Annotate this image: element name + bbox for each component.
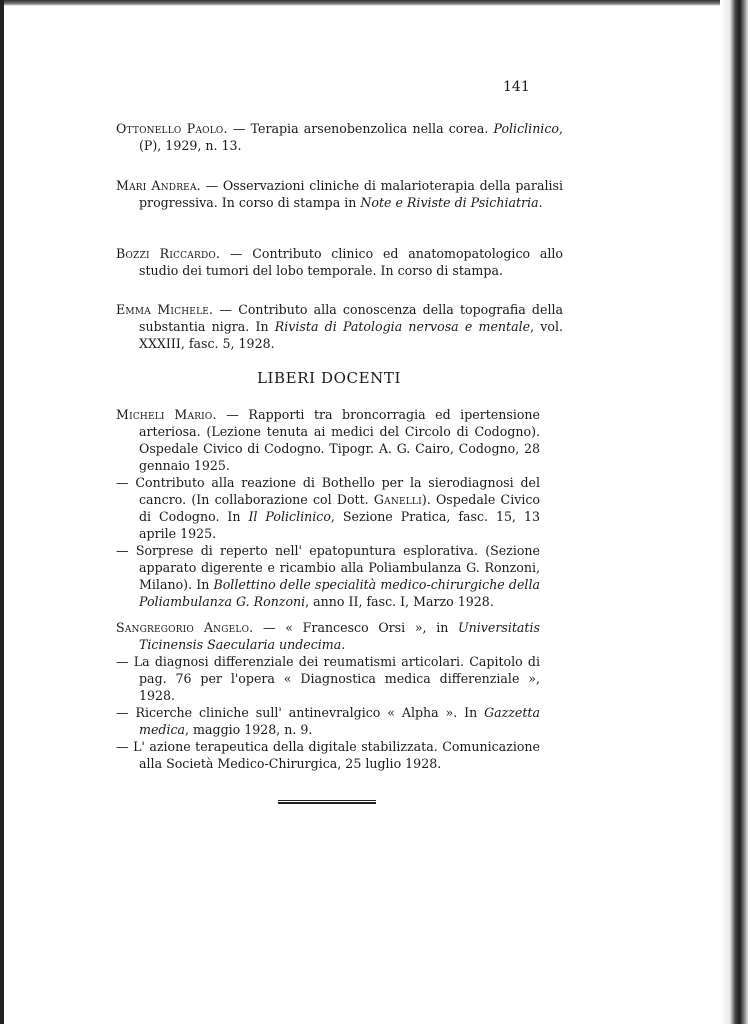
section-heading: LIBERI DOCENTI (256, 369, 402, 387)
page-number: 141 (503, 79, 530, 95)
author-name: Mari Andrea. (116, 178, 201, 193)
end-ornament-rule (278, 800, 376, 806)
bibliography-entry: Mari Andrea. — Osservazioni cliniche di malarioterapia della paralisi progressiva. In corso di stampa in Note e Riviste di Psichiatria. (116, 178, 563, 210)
bibliography-entry: Ottonello Paolo. — Terapia arsenobenzolica nella corea. Policlinico, (P), 1929, n. 13. (116, 121, 563, 153)
author-name: Ottonello Paolo. (116, 121, 228, 136)
bibliography-entry: Sangregorio Angelo. — « Francesco Orsi », in Universitatis Ticinensis Saecularia undecima. — La diagnosi differenziale dei reumatismi articolari. Capitolo di pag. 76 per l'opera « Diagnostica medica differenziale », 1928. — Ricerche cliniche sull' antinevralgico « Alpha ». In Gazzetta medica, maggio 1928, n. 9. — L' azione terapeutica della digitale stabilizzata. Comunicazione alla Società Medico-Chirurgica, 25 luglio 1928. (116, 620, 540, 771)
author-name: Micheli Mario. (116, 407, 217, 422)
bibliography-entry: Emma Michele. — Contributo alla conoscenza della topografia della substantia nigra. In Rivista di Patologia nervosa e mentale, vol. XXXIII, fasc. 5, 1928. (116, 302, 564, 351)
bibliography-entry: Bozzi Riccardo. — Contributo clinico ed anatomopatologico allo studio dei tumori del lobo temporale. In corso di stampa. (116, 246, 563, 278)
scan-top-edge (0, 0, 748, 6)
author-name: Bozzi Riccardo. (116, 246, 221, 261)
scan-right-binding (720, 0, 748, 1024)
bibliography-entry: Micheli Mario. — Rapporti tra broncorragia ed ipertensione arteriosa. (Lezione tenuta ai medici del Circolo di Codogno). Ospedale Civico di Codogno. Tipogr. A. G. Cairo, Codogno, 28 gennaio 1925. — Contributo alla reazione di Bothello per la sierodiagnosi del cancro. (In collaborazione col Dott. Ganelli). Ospedale Civico di Codogno. In Il Policlinico, Sezione Pratica, fasc. 15, 13 aprile 1925. — Sorprese di reperto nell' epatopuntura esplorativa. (Sezione apparato digerente e ricambio alla Poliambulanza G. Ronzoni, Milano). In Bollettino delle specialità medico-chirurgiche della Poliambulanza G. Ronzoni, anno II, fasc. I, Marzo 1928. (116, 407, 540, 609)
author-name: Sangregorio Angelo. (116, 620, 254, 635)
scan-left-edge (0, 0, 4, 1024)
author-name: Emma Michele. (116, 302, 214, 317)
